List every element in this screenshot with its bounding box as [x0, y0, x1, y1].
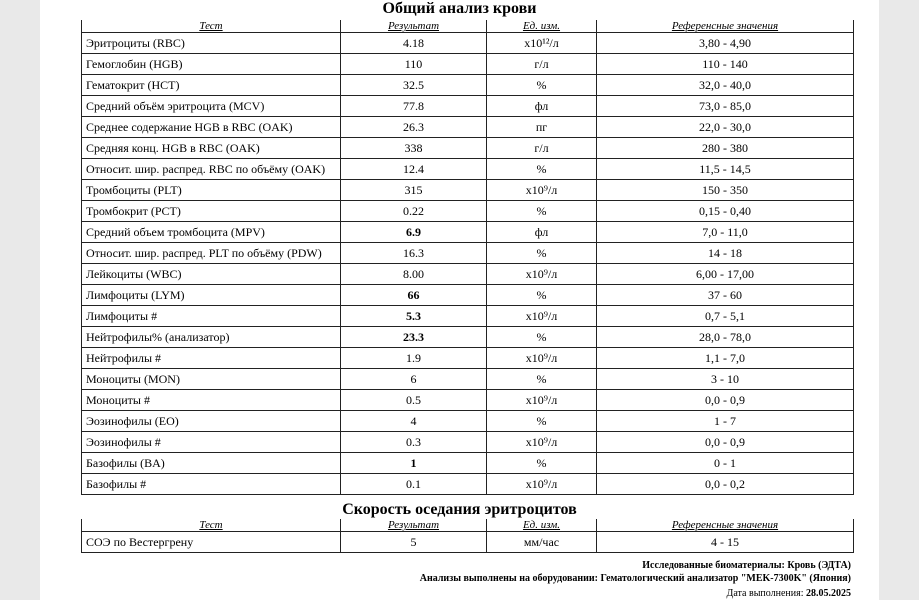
test-reference: 0,0 - 0,9 [597, 390, 854, 411]
test-result: 0.3 [341, 432, 487, 453]
table-row [82, 222, 854, 243]
table-row [82, 474, 854, 495]
test-result: 77.8 [341, 96, 487, 117]
test-name: Нейтрофилы # [82, 348, 341, 369]
test-reference: 73,0 - 85,0 [597, 96, 854, 117]
header-test: Тест [82, 20, 341, 33]
test-name: Эозинофилы # [82, 432, 341, 453]
table-row [82, 243, 854, 264]
esr-title: Скорость оседания эритроцитов [342, 501, 577, 518]
test-reference: 22,0 - 30,0 [597, 117, 854, 138]
footer-equipment: Анализы выполнены на оборудовании: Гематологический анализатор "MEK-7300K" (Япония) [419, 573, 851, 584]
test-result: 26.3 [341, 117, 487, 138]
test-unit: пг [487, 117, 597, 138]
table-row [82, 33, 854, 54]
table-row [82, 432, 854, 453]
table-row [82, 411, 854, 432]
esr-reference: 4 - 15 [597, 532, 854, 553]
test-result: 0.22 [341, 201, 487, 222]
test-unit: х10⁹/л [487, 474, 597, 495]
test-name: Лимфоциты # [82, 306, 341, 327]
table-row [82, 75, 854, 96]
table-row [82, 306, 854, 327]
test-reference: 3 - 10 [597, 369, 854, 390]
test-result: 5.3 [341, 306, 487, 327]
test-reference: 14 - 18 [597, 243, 854, 264]
blood-test-rows [82, 33, 854, 495]
table-row [82, 138, 854, 159]
test-result: 4 [341, 411, 487, 432]
footer-biomaterial: Исследованные биоматериалы: Кровь (ЭДТА) [642, 560, 851, 571]
test-unit: % [487, 369, 597, 390]
test-unit: х10⁹/л [487, 180, 597, 201]
test-name: Средний объем тромбоцита (MPV) [82, 222, 341, 243]
esr-table [81, 519, 854, 553]
test-unit: х10⁹/л [487, 264, 597, 285]
test-name: Тромбокрит (PCT) [82, 201, 341, 222]
test-result: 32.5 [341, 75, 487, 96]
test-unit: % [487, 159, 597, 180]
test-unit: х10⁹/л [487, 348, 597, 369]
test-reference: 6,00 - 17,00 [597, 264, 854, 285]
test-result: 1 [341, 453, 487, 474]
test-result: 0.5 [341, 390, 487, 411]
table-row [82, 159, 854, 180]
test-reference: 0,0 - 0,2 [597, 474, 854, 495]
test-unit: х10⁹/л [487, 306, 597, 327]
test-reference: 150 - 350 [597, 180, 854, 201]
test-name: Гемоглобин (HGB) [82, 54, 341, 75]
table-row [82, 117, 854, 138]
test-unit: фл [487, 96, 597, 117]
test-reference: 1,1 - 7,0 [597, 348, 854, 369]
table-row [82, 180, 854, 201]
test-reference: 32,0 - 40,0 [597, 75, 854, 96]
test-unit: % [487, 327, 597, 348]
test-unit: х10⁹/л [487, 432, 597, 453]
test-reference: 28,0 - 78,0 [597, 327, 854, 348]
test-unit: г/л [487, 54, 597, 75]
esr-header-test: Тест [82, 519, 341, 532]
footer-date-label: Дата выполнения: [726, 588, 804, 599]
table-header-row [82, 20, 854, 33]
test-result: 338 [341, 138, 487, 159]
esr-header-unit: Ед. изм. [487, 519, 597, 532]
test-name: Лимфоциты (LYM) [82, 285, 341, 306]
test-name: Среднее содержание HGB в RBC (OAK) [82, 117, 341, 138]
table-row [82, 264, 854, 285]
header-result: Результат [341, 20, 487, 33]
test-reference: 0,15 - 0,40 [597, 201, 854, 222]
test-result: 110 [341, 54, 487, 75]
test-name: Гематокрит (HCT) [82, 75, 341, 96]
test-unit: фл [487, 222, 597, 243]
esr-unit: мм/час [487, 532, 597, 553]
test-reference: 280 - 380 [597, 138, 854, 159]
test-name: Базофилы # [82, 474, 341, 495]
table-row [82, 453, 854, 474]
table-row [82, 327, 854, 348]
test-name: Моноциты (MON) [82, 369, 341, 390]
header-reference: Референсные значения [597, 20, 854, 33]
test-name: Моноциты # [82, 390, 341, 411]
test-unit: х10¹²/л [487, 33, 597, 54]
table-row [82, 285, 854, 306]
footer-date-value: 28.05.2025 [806, 588, 851, 599]
report-page [40, 0, 879, 600]
test-reference: 1 - 7 [597, 411, 854, 432]
test-unit: % [487, 201, 597, 222]
test-result: 23.3 [341, 327, 487, 348]
test-name: Лейкоциты (WBC) [82, 264, 341, 285]
table-row [82, 369, 854, 390]
test-unit: х10⁹/л [487, 390, 597, 411]
esr-header-result: Результат [341, 519, 487, 532]
header-unit: Ед. изм. [487, 20, 597, 33]
esr-result: 5 [341, 532, 487, 553]
report-title: Общий анализ крови [382, 0, 537, 17]
test-name: Базофилы (BA) [82, 453, 341, 474]
test-result: 66 [341, 285, 487, 306]
test-unit: % [487, 243, 597, 264]
table-row [82, 96, 854, 117]
test-result: 315 [341, 180, 487, 201]
esr-header-reference: Референсные значения [597, 519, 854, 532]
test-name: Эритроциты (RBC) [82, 33, 341, 54]
test-reference: 0 - 1 [597, 453, 854, 474]
test-reference: 0,0 - 0,9 [597, 432, 854, 453]
test-reference: 0,7 - 5,1 [597, 306, 854, 327]
test-name: Средний объём эритроцита (MCV) [82, 96, 341, 117]
test-reference: 110 - 140 [597, 54, 854, 75]
test-reference: 11,5 - 14,5 [597, 159, 854, 180]
test-result: 8.00 [341, 264, 487, 285]
test-result: 6 [341, 369, 487, 390]
test-result: 12.4 [341, 159, 487, 180]
test-result: 4.18 [341, 33, 487, 54]
test-name: Тромбоциты (PLT) [82, 180, 341, 201]
test-name: Относит. шир. распред. PLT по объёму (PDW) [82, 243, 341, 264]
test-name: Нейтрофилы% (анализатор) [82, 327, 341, 348]
footer-date [727, 588, 851, 600]
test-name: Относит. шир. распред. RBC по объёму (OAK) [82, 159, 341, 180]
blood-test-table [81, 20, 854, 495]
test-unit: % [487, 411, 597, 432]
test-result: 1.9 [341, 348, 487, 369]
test-unit: % [487, 285, 597, 306]
test-reference: 7,0 - 11,0 [597, 222, 854, 243]
esr-header-row [82, 519, 854, 532]
test-name: Средняя конц. HGB в RBC (OAK) [82, 138, 341, 159]
test-result: 0.1 [341, 474, 487, 495]
test-name: Эозинофилы (EO) [82, 411, 341, 432]
test-result: 16.3 [341, 243, 487, 264]
test-unit: % [487, 453, 597, 474]
test-result: 6.9 [341, 222, 487, 243]
test-reference: 37 - 60 [597, 285, 854, 306]
test-unit: % [487, 75, 597, 96]
esr-row [82, 532, 854, 553]
esr-test: СОЭ по Вестергрену [82, 532, 341, 553]
table-row [82, 390, 854, 411]
table-row [82, 201, 854, 222]
test-unit: г/л [487, 138, 597, 159]
table-row [82, 54, 854, 75]
test-reference: 3,80 - 4,90 [597, 33, 854, 54]
table-row [82, 348, 854, 369]
